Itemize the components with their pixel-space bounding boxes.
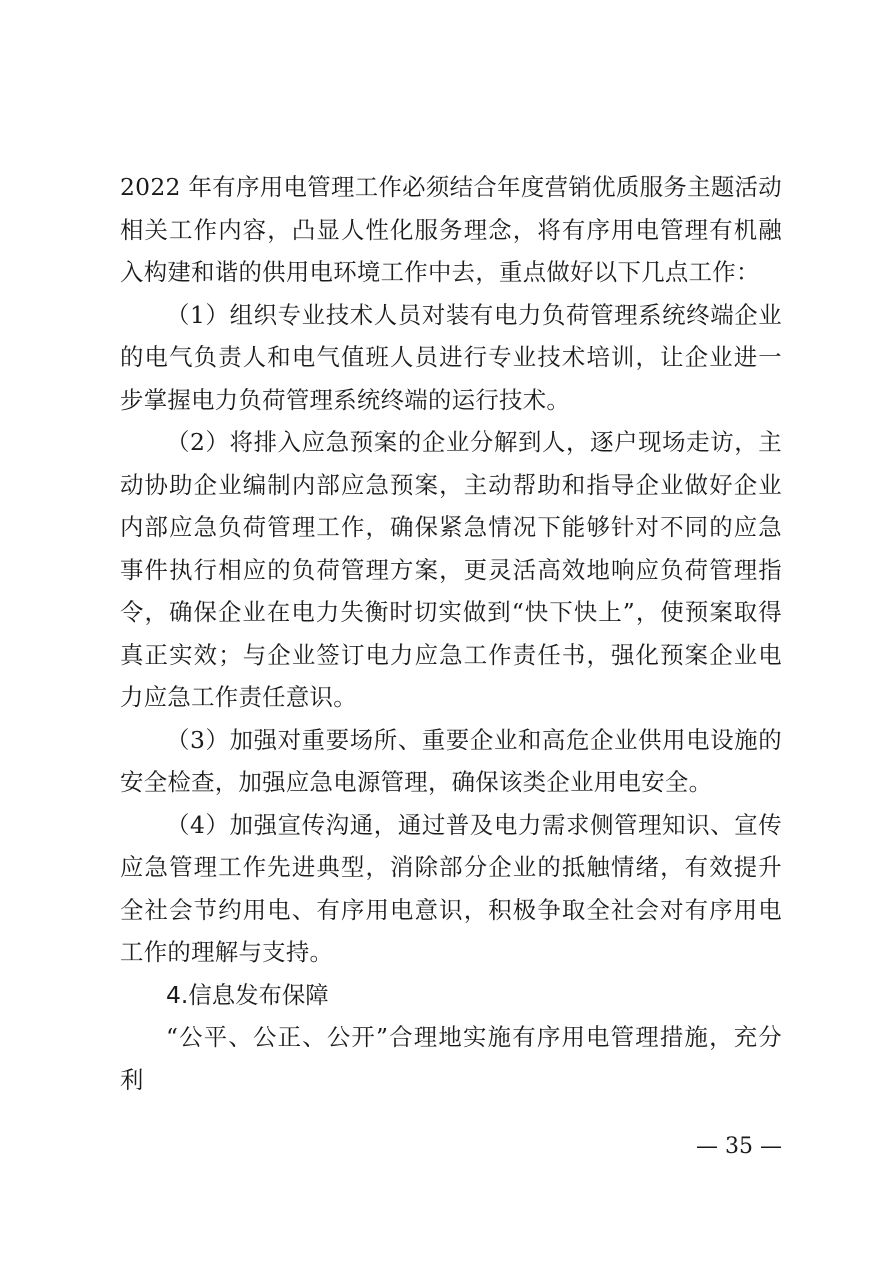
- page-number: — 35 —: [696, 1134, 782, 1159]
- paragraph-item-1: （1）组织专业技术人员对装有电力负荷管理系统终端企业的电气负责人和电气值班人员进行专业技术培训，让企业进一步掌握电力负荷管理系统终端的运行技术。: [120, 300, 782, 414]
- paragraph-item-4: （4）加强宣传沟通，通过普及电力需求侧管理知识、宣传应急管理工作先进典型，消除部分企业的抵触情绪，有效提升全社会节约用电、有序用电意识，积极争取全社会对有序用电工作的理解与支持。: [120, 810, 782, 966]
- document-body: [120, 166, 782, 1101]
- paragraph-item-2: （2）将排入应急预案的企业分解到人，逐户现场走访，主动协助企业编制内部应急预案，主动帮助和指导企业做好企业内部应急负荷管理工作，确保紧急情况下能够针对不同的应急事件执行相应的负荷管理方案，更灵活高效地响应负荷管理指令，确保企业在电力失衡时切实做到“快下快上”，使预案取得真正实效；与企业签订电力应急工作责任书，强化预案企业电力应急工作责任意识。: [120, 428, 782, 711]
- paragraph-item-3: （3）加强对重要场所、重要企业和高危企业供用电设施的安全检查，加强应急电源管理，确保该类企业用电安全。: [120, 725, 782, 796]
- paragraph-closing: “公平、公正、公开”合理地实施有序用电管理措施，充分利: [120, 1023, 782, 1094]
- section-heading: 4.信息发布保障: [166, 980, 329, 1009]
- paragraph-intro: 2022 年有序用电管理工作必须结合年度营销优质服务主题活动相关工作内容，凸显人性化服务理念，将有序用电管理有机融入构建和谐的供用电环境工作中去，重点做好以下几点工作：: [120, 173, 782, 286]
